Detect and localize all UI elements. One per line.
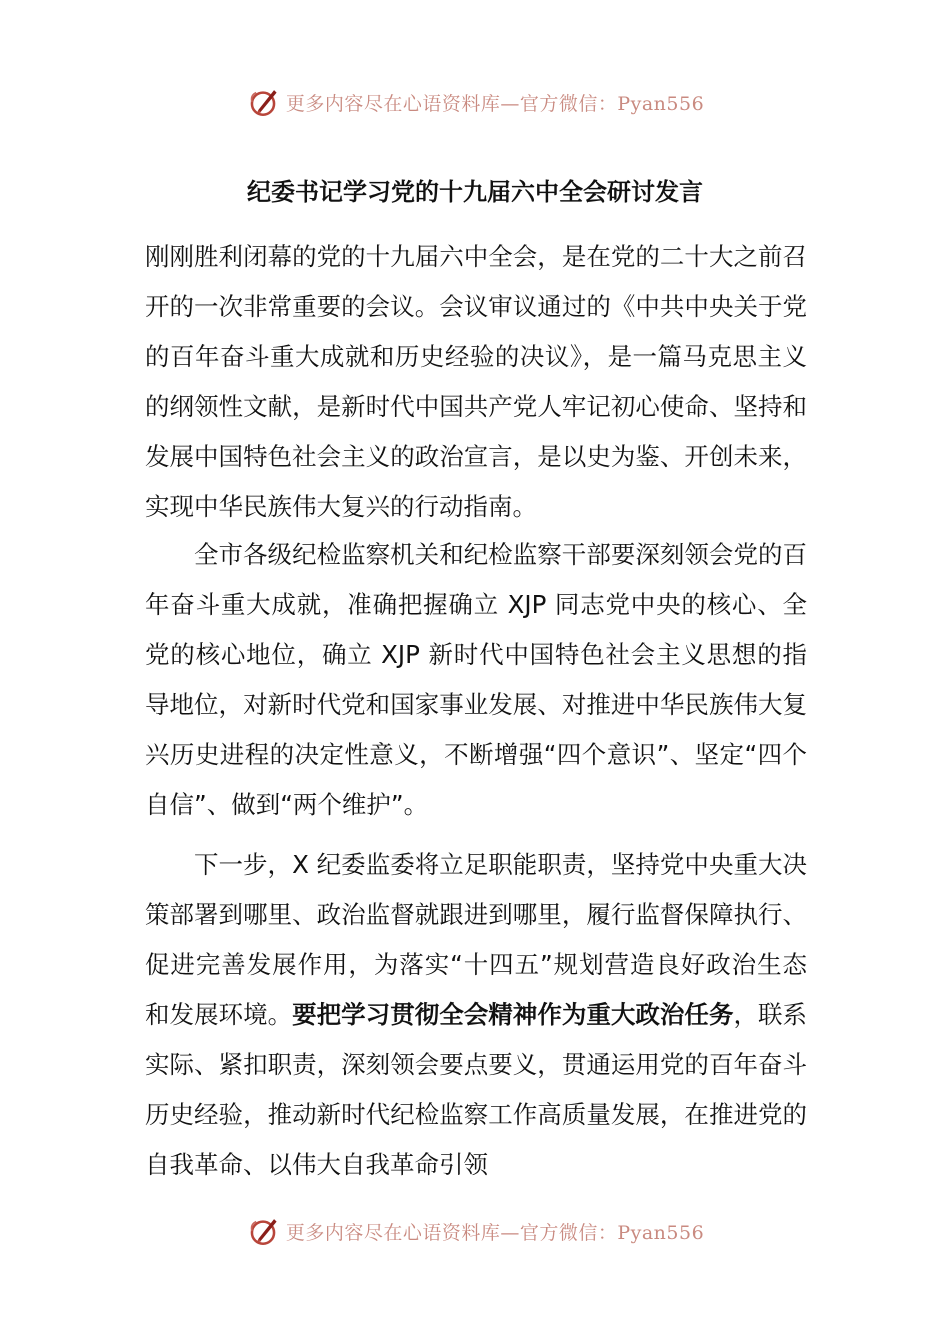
quill-pen-seal-icon [246, 1214, 280, 1248]
paragraph-2: 全市各级纪检监察机关和纪检监察干部要深刻领会党的百年奋斗重大成就，准确把握确立 XJP 同志党中央的核心、全党的核心地位，确立 XJP 新时代中国特色社会主义思想的指导地位，对新时代党和国家事业发展、对推进中华民族伟大复兴历史进程的决定性意义，不断增强“四个意识”、坚定“四个自信”、做到“两个维护”。 [145, 540, 807, 819]
banner-text: 更多内容尽在心语资料库—官方微信：Pyan556 [285, 92, 705, 115]
paragraph-1: 刚刚胜利闭幕的党的十九届六中全会，是在党的二十大之前召开的一次非常重要的会议。会议审议通过的《中共中央关于党的百年奋斗重大成就和历史经验的决议》，是一篇马克思主义的纲领性文献，是新时代中国共产党人牢记初心使命、坚持和发展中国特色社会主义的政治宣言，是以史为鉴、开创未来，实现中华民族伟大复兴的行动指南。 [145, 242, 807, 521]
quill-pen-seal-icon [246, 85, 280, 119]
paragraph-3 [145, 840, 807, 1190]
page-title: 纪委书记学习党的十九届六中全会研讨发言 [247, 178, 703, 206]
paragraph-3-end: ，联系实际、紧扣职责，深刻领会要点要义，贯通运用党的百年奋斗历史经验，推动新时代纪检监察工作高质量发展，在推进党的自我革命、以伟大自我革命引领 [145, 1000, 808, 1179]
footer-banner [0, 1209, 950, 1253]
paragraph-3-emphasis: 要把学习贯彻全会精神作为重大政治任务 [292, 1000, 734, 1029]
header-banner [0, 80, 950, 124]
banner-text: 更多内容尽在心语资料库—官方微信：Pyan556 [285, 1221, 705, 1244]
paragraph-3-start: 下一步，X 纪委监委将立足职能职责，坚持党中央重大决策部署到哪里、政治监督就跟进到哪里，履行监督保障执行、促进完善发展作用，为落实“十四五”规划营造良好政治生态和发展环境。 [145, 850, 807, 1029]
